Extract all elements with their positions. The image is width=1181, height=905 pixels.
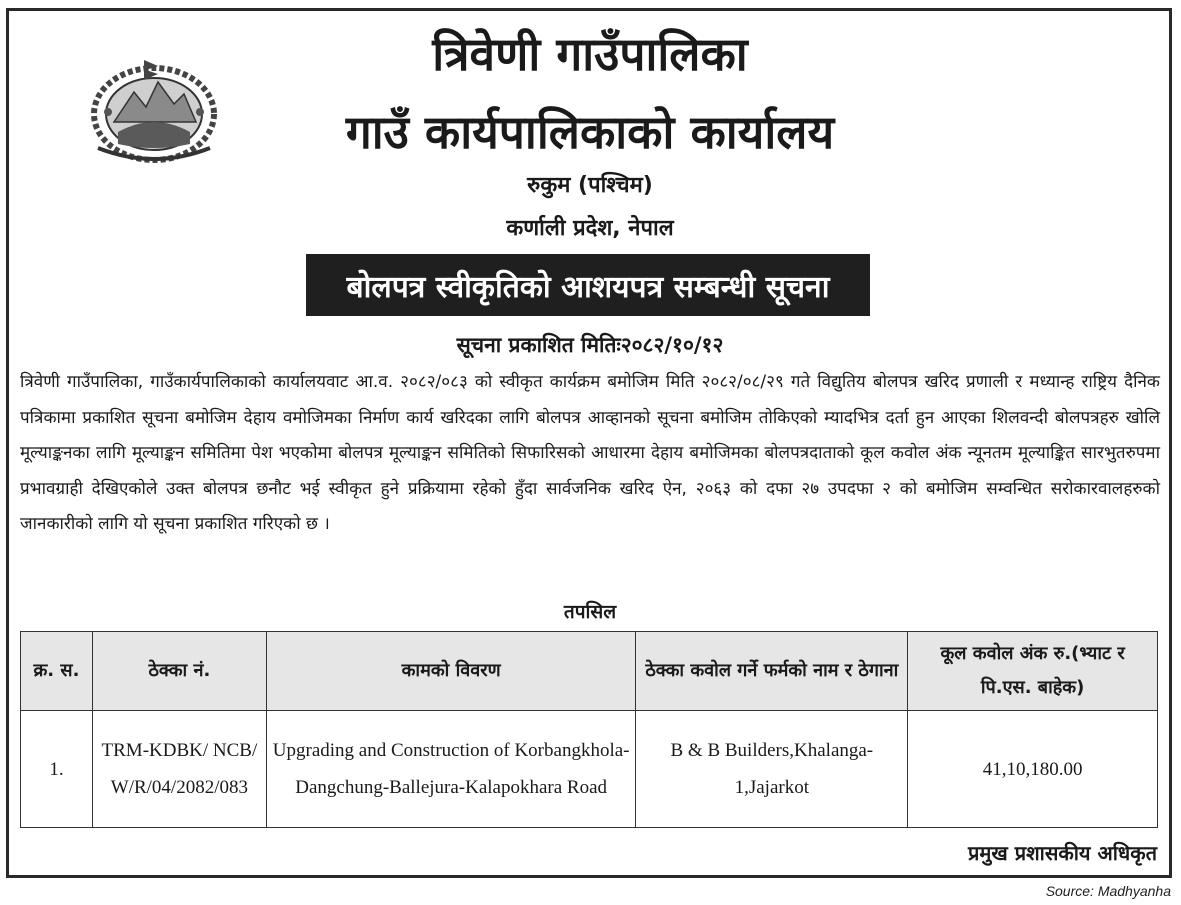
notice-heading-banner xyxy=(306,254,870,316)
cell-firm: B & B Builders,Khalanga-1,Jajarkot xyxy=(636,711,908,828)
header-serial: क्र. स. xyxy=(21,632,93,711)
publication-date: सूचना प्रकाशित मितिः२०८२/१०/१२ xyxy=(456,333,724,357)
tender-table xyxy=(20,631,1158,828)
cell-serial: 1. xyxy=(21,711,93,828)
header-firm: ठेक्का कवोल गर्ने फर्मको नाम र ठेगाना xyxy=(636,632,908,711)
source-credit: Source: Madhyanha xyxy=(1045,883,1171,899)
province-name: कर्णाली प्रदेश, नेपाल xyxy=(506,216,674,241)
header-contract-no: ठेक्का नं. xyxy=(92,632,266,711)
signatory: प्रमुख प्रशासकीय अधिकृत xyxy=(968,841,1157,865)
municipality-name: त्रिवेणी गाउँपालिका xyxy=(432,27,748,81)
header-amount: कूल कवोल अंक रु.(भ्याट र पि.एस. बाहेक) xyxy=(908,632,1158,711)
notice-body: त्रिवेणी गाउँपालिका, गाउँकार्यपालिकाको कार्यालयवाट आ.व. २०८२/०८३ को स्वीकृत कार्यक्रम बमोजिम मिति २०८२/०८/२९ गते विद्युतिय बोलपत्र खरिद प्रणाली र मध्यान्ह राष्ट्रिय दैनिक पत्रिकामा प्रकाशित सूचना बमोजिम देहाय वमोजिमका निर्माण कार्य खरिदका लागि बोलपत्र आव्हानको सूचना बमोजिम तोकिएको म्यादभित्र दर्ता हुन आएका शिलवन्दी बोलपत्रहरु खोलि मूल्याङ्कनका लागि मूल्याङ्कन समितिमा पेश भएकोमा बोलपत्र मूल्याङ्कन समितिको सिफारिसको आधारमा देहाय बमोजिमका बोलपत्रदाताको कूल कवोल अंक न्यूनतम मूल्याङ्कित सारभुतरुपमा प्रभावग्राही देखिएकोले उक्त बोलपत्र छनौट भई स्वीकृत हुने प्रक्रियामा रहेको हुँदा सार्वजनिक खरिद ऐन, २०६३ को दफा २७ उपदफा २ को बमोजिम सम्वन्धित सरोकारवालहरुको जानकारीको लागि यो सूचना प्रकाशित गरिएको छ । xyxy=(20,372,1160,534)
office-name: गाउँ कार्यपालिकाको कार्यालय xyxy=(345,105,835,159)
table-header-row xyxy=(21,632,1158,711)
table-row xyxy=(21,711,1158,828)
header-description: कामको विवरण xyxy=(266,632,636,711)
cell-contract-no: TRM-KDBK/ NCB/ W/R/04/2082/083 xyxy=(92,711,266,828)
district-name: रुकुम (पश्चिम) xyxy=(527,173,653,198)
cell-amount: 41,10,180.00 xyxy=(908,711,1158,828)
notice-heading: बोलपत्र स्वीकृतिको आशयपत्र सम्बन्धी सूचना xyxy=(346,269,830,305)
nepal-emblem-icon xyxy=(88,52,220,164)
details-label: तपसिल xyxy=(563,601,617,623)
cell-description: Upgrading and Construction of Korbangkhola-Dangchung-Ballejura-Kalapokhara Road xyxy=(266,711,636,828)
